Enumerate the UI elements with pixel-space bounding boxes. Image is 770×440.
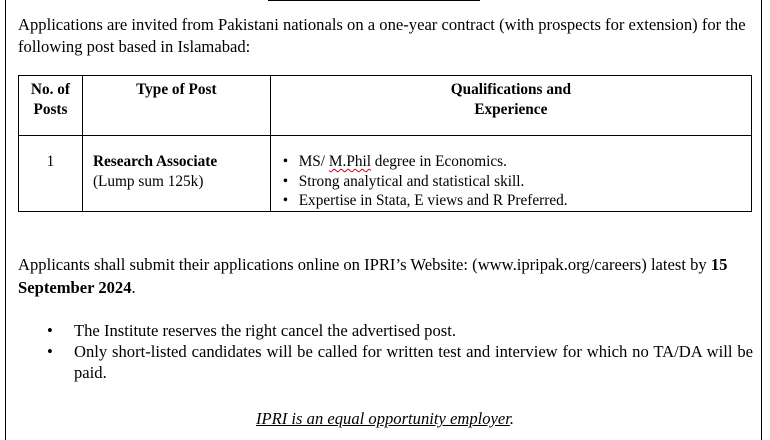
- spellcheck-flagged-word: M.Phil: [328, 153, 371, 170]
- equal-opportunity-statement: IPRI is an equal opportunity employer.: [255, 409, 515, 428]
- list-item: • MS/ M.Phil degree in Economics.: [299, 152, 751, 172]
- posts-table: [18, 75, 752, 212]
- header-type-label: Type of Post: [136, 81, 217, 98]
- header-posts-line2: Posts: [33, 100, 68, 118]
- top-rule: [268, 0, 480, 1]
- intro-paragraph: Applications are invited from Pakistani nationals on a one-year contract (with prospects for extension) for the following post based in Islamabad:: [18, 15, 746, 56]
- post-count-cell: [19, 136, 83, 212]
- qualifications-cell: [270, 136, 751, 212]
- header-no-of-posts: [19, 76, 83, 136]
- post-count: 1: [46, 153, 55, 170]
- list-item: • The Institute reserves the right cancel the advertised post.: [74, 320, 753, 341]
- header-qualifications: [270, 76, 751, 136]
- notes-list: [18, 320, 753, 383]
- table-row: [19, 136, 752, 212]
- post-pay: (Lump sum 125k): [92, 172, 204, 190]
- table-header-row: [19, 76, 752, 136]
- post-type-cell: [82, 136, 270, 212]
- list-item: • Only short-listed candidates will be called for written test and interview for which no TA/DA will be paid.: [74, 341, 753, 383]
- header-qual-line1: Qualifications and: [450, 81, 571, 98]
- header-type-of-post: [82, 76, 270, 136]
- submission-paragraph: Applicants shall submit their applications online on IPRI’s Website: (www.ipripak.org/careers) latest by 15 September 2024.: [18, 255, 728, 297]
- post-title: Research Associate: [92, 153, 218, 170]
- list-item: • Strong analytical and statistical skill.: [299, 172, 751, 192]
- header-posts-line1: No. of: [30, 81, 71, 98]
- header-qual-line2: Experience: [474, 100, 548, 118]
- deadline-date: 15 September 2024: [18, 255, 728, 297]
- qualifications-list: [271, 152, 751, 211]
- list-item: • Expertise in Stata, E views and R Preferred.: [299, 191, 751, 211]
